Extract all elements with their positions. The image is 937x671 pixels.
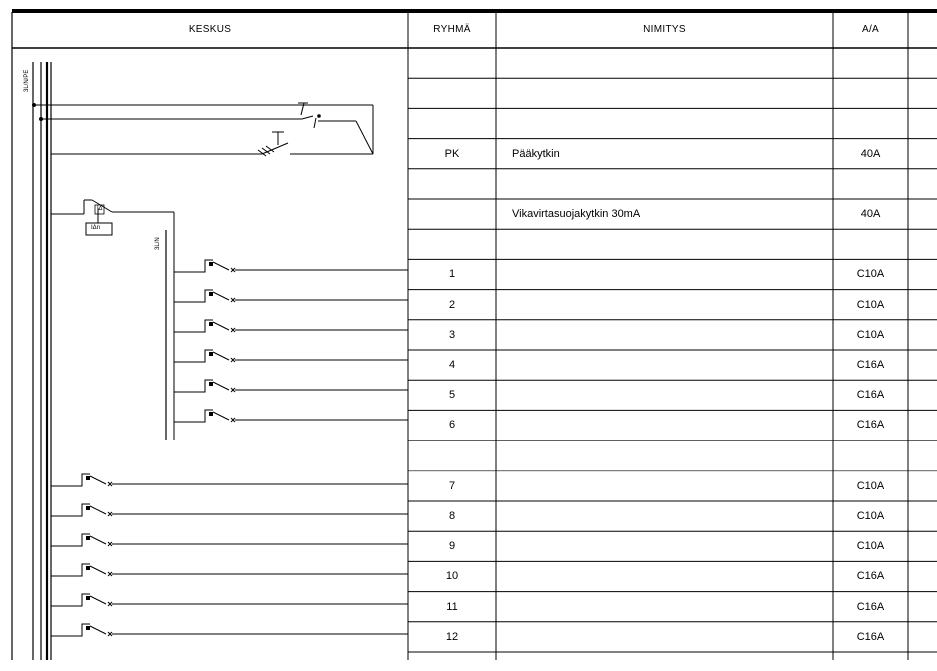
row-ryhma-cell — [408, 229, 496, 259]
row-ryhma-cell — [408, 441, 496, 471]
breaker-symbol — [90, 536, 106, 544]
breaker-symbol — [174, 380, 213, 392]
row-nimitys-cell — [496, 380, 833, 410]
row-ryhma-cell: 1 — [448, 268, 456, 281]
row-nimitys-cell — [496, 78, 833, 108]
breaker-symbol — [231, 418, 235, 422]
row-ryhma-cell — [408, 169, 496, 199]
row-aa-cell — [833, 108, 908, 138]
breaker-symbol — [108, 632, 112, 636]
row-ryhma-cell: 10 — [445, 570, 459, 583]
breaker-symbol — [213, 352, 229, 360]
breaker-symbol — [51, 564, 90, 576]
bus-label: 3L/N/PE — [24, 69, 30, 92]
breaker-symbol — [108, 602, 112, 606]
breaker-symbol-latch — [86, 536, 90, 540]
row-aa-cell — [833, 229, 908, 259]
row-ryhma-cell — [408, 108, 496, 138]
feed-slant — [356, 121, 373, 154]
row-ryhma-cell: 12 — [445, 630, 459, 643]
breaker-symbol — [90, 506, 106, 514]
row-nimitys-cell — [496, 410, 833, 440]
breaker-symbol — [108, 482, 112, 486]
main-switch-blade — [262, 143, 288, 154]
row-ryhma-cell — [408, 48, 496, 78]
row-aa-cell — [833, 169, 908, 199]
breaker-symbol — [174, 290, 213, 302]
row-aa-cell: C16A — [856, 389, 885, 402]
row-aa-cell: C10A — [856, 268, 885, 281]
header-nimitys: NIMITYS — [643, 24, 686, 35]
breaker-symbol-latch — [209, 322, 213, 326]
row-nimitys-cell — [496, 229, 833, 259]
row-aa-cell — [833, 48, 908, 78]
row-ryhma-cell: 3 — [448, 328, 456, 341]
breaker-symbol — [231, 298, 235, 302]
breaker-symbol-latch — [86, 596, 90, 600]
breaker-symbol — [174, 350, 213, 362]
row-ryhma-cell: PK — [444, 147, 460, 160]
breaker-symbol — [174, 260, 213, 272]
breaker-symbol — [231, 358, 235, 362]
row-ryhma-cell: 11 — [446, 600, 458, 613]
row-aa-cell: C16A — [856, 600, 885, 613]
row-ryhma-cell: 8 — [448, 510, 456, 522]
row-nimitys-cell — [496, 622, 833, 652]
header-keskus: KESKUS — [188, 24, 232, 35]
row-nimitys-cell — [496, 561, 833, 591]
breaker-symbol — [213, 382, 229, 390]
row-aa-cell: 40A — [860, 147, 881, 160]
row-aa-cell: C16A — [856, 419, 885, 432]
breaker-symbol-latch — [209, 262, 213, 266]
breaker-symbol — [231, 268, 235, 272]
sub-bus-label: 3L/N — [155, 237, 161, 250]
breaker-symbol-latch — [86, 566, 90, 570]
row-aa-cell: C16A — [856, 570, 885, 583]
row-nimitys-cell: Pääkytkin — [512, 147, 560, 160]
row-nimitys-cell — [496, 108, 833, 138]
row-aa-cell: C16A — [856, 359, 885, 371]
row-aa-cell: C10A — [856, 479, 885, 492]
row-aa-cell: C10A — [856, 328, 885, 341]
row-ryhma-cell: 9 — [448, 540, 456, 553]
breaker-symbol — [90, 566, 106, 574]
breaker-symbol-latch — [209, 382, 213, 386]
breaker-symbol — [213, 412, 229, 420]
breaker-symbol-latch — [209, 292, 213, 296]
rcd-idn-label: IΔn — [91, 225, 101, 231]
row-nimitys-cell — [496, 501, 833, 531]
breaker-symbol — [90, 476, 106, 484]
row-aa-cell — [833, 441, 908, 471]
breaker-symbol — [174, 320, 213, 332]
row-ryhma-cell: 7 — [448, 479, 456, 492]
row-ryhma-cell — [408, 199, 496, 229]
breaker-symbol — [213, 322, 229, 330]
breaker-symbol — [51, 594, 90, 606]
row-aa-cell: C10A — [856, 510, 885, 522]
row-ryhma-cell — [408, 78, 496, 108]
header-aa: A/A — [861, 24, 880, 35]
breaker-symbol — [51, 624, 90, 636]
row-aa-cell: C16A — [856, 630, 885, 643]
breaker-symbol — [174, 410, 213, 422]
row-ryhma-cell: 4 — [448, 359, 456, 371]
row-nimitys-cell — [496, 320, 833, 350]
row-aa-cell: C10A — [856, 298, 885, 311]
breaker-symbol — [51, 474, 90, 486]
row-nimitys-cell — [496, 290, 833, 320]
row-nimitys-cell — [496, 531, 833, 561]
breaker-symbol — [90, 596, 106, 604]
switch-symbol — [314, 118, 316, 128]
breaker-group — [51, 260, 408, 636]
breaker-symbol-latch — [86, 506, 90, 510]
breaker-symbol-latch — [86, 626, 90, 630]
row-ryhma-cell: 2 — [448, 298, 456, 311]
row-ryhma-cell: 5 — [448, 389, 456, 402]
breaker-symbol — [231, 328, 235, 332]
header-ryhma: RYHMÄ — [433, 24, 471, 35]
breaker-symbol — [213, 292, 229, 300]
row-nimitys-cell — [496, 169, 833, 199]
row-nimitys-cell — [496, 441, 833, 471]
breaker-symbol — [108, 542, 112, 546]
breaker-symbol — [231, 388, 235, 392]
breaker-symbol-latch — [86, 476, 90, 480]
row-nimitys-cell — [496, 592, 833, 622]
breaker-symbol — [90, 626, 106, 634]
breaker-symbol — [51, 504, 90, 516]
feed-line-2b — [302, 116, 313, 119]
row-nimitys-cell — [496, 259, 833, 289]
breaker-symbol-latch — [209, 412, 213, 416]
row-aa-cell — [833, 78, 908, 108]
breaker-symbol — [213, 262, 229, 270]
row-aa-cell: 40A — [860, 208, 881, 220]
breaker-symbol — [108, 572, 112, 576]
breaker-symbol — [108, 512, 112, 516]
rcd-rating-label: I∆ — [97, 206, 103, 212]
row-aa-cell: C10A — [856, 540, 885, 553]
row-nimitys-cell — [496, 350, 833, 380]
breaker-symbol — [51, 534, 90, 546]
row-nimitys-cell — [496, 48, 833, 78]
row-ryhma-cell: 6 — [448, 419, 456, 432]
switch-dot — [317, 114, 321, 118]
breaker-symbol-latch — [209, 352, 213, 356]
row-nimitys-cell: Vikavirtasuojakytkin 30mA — [512, 208, 641, 220]
row-nimitys-cell — [496, 471, 833, 501]
